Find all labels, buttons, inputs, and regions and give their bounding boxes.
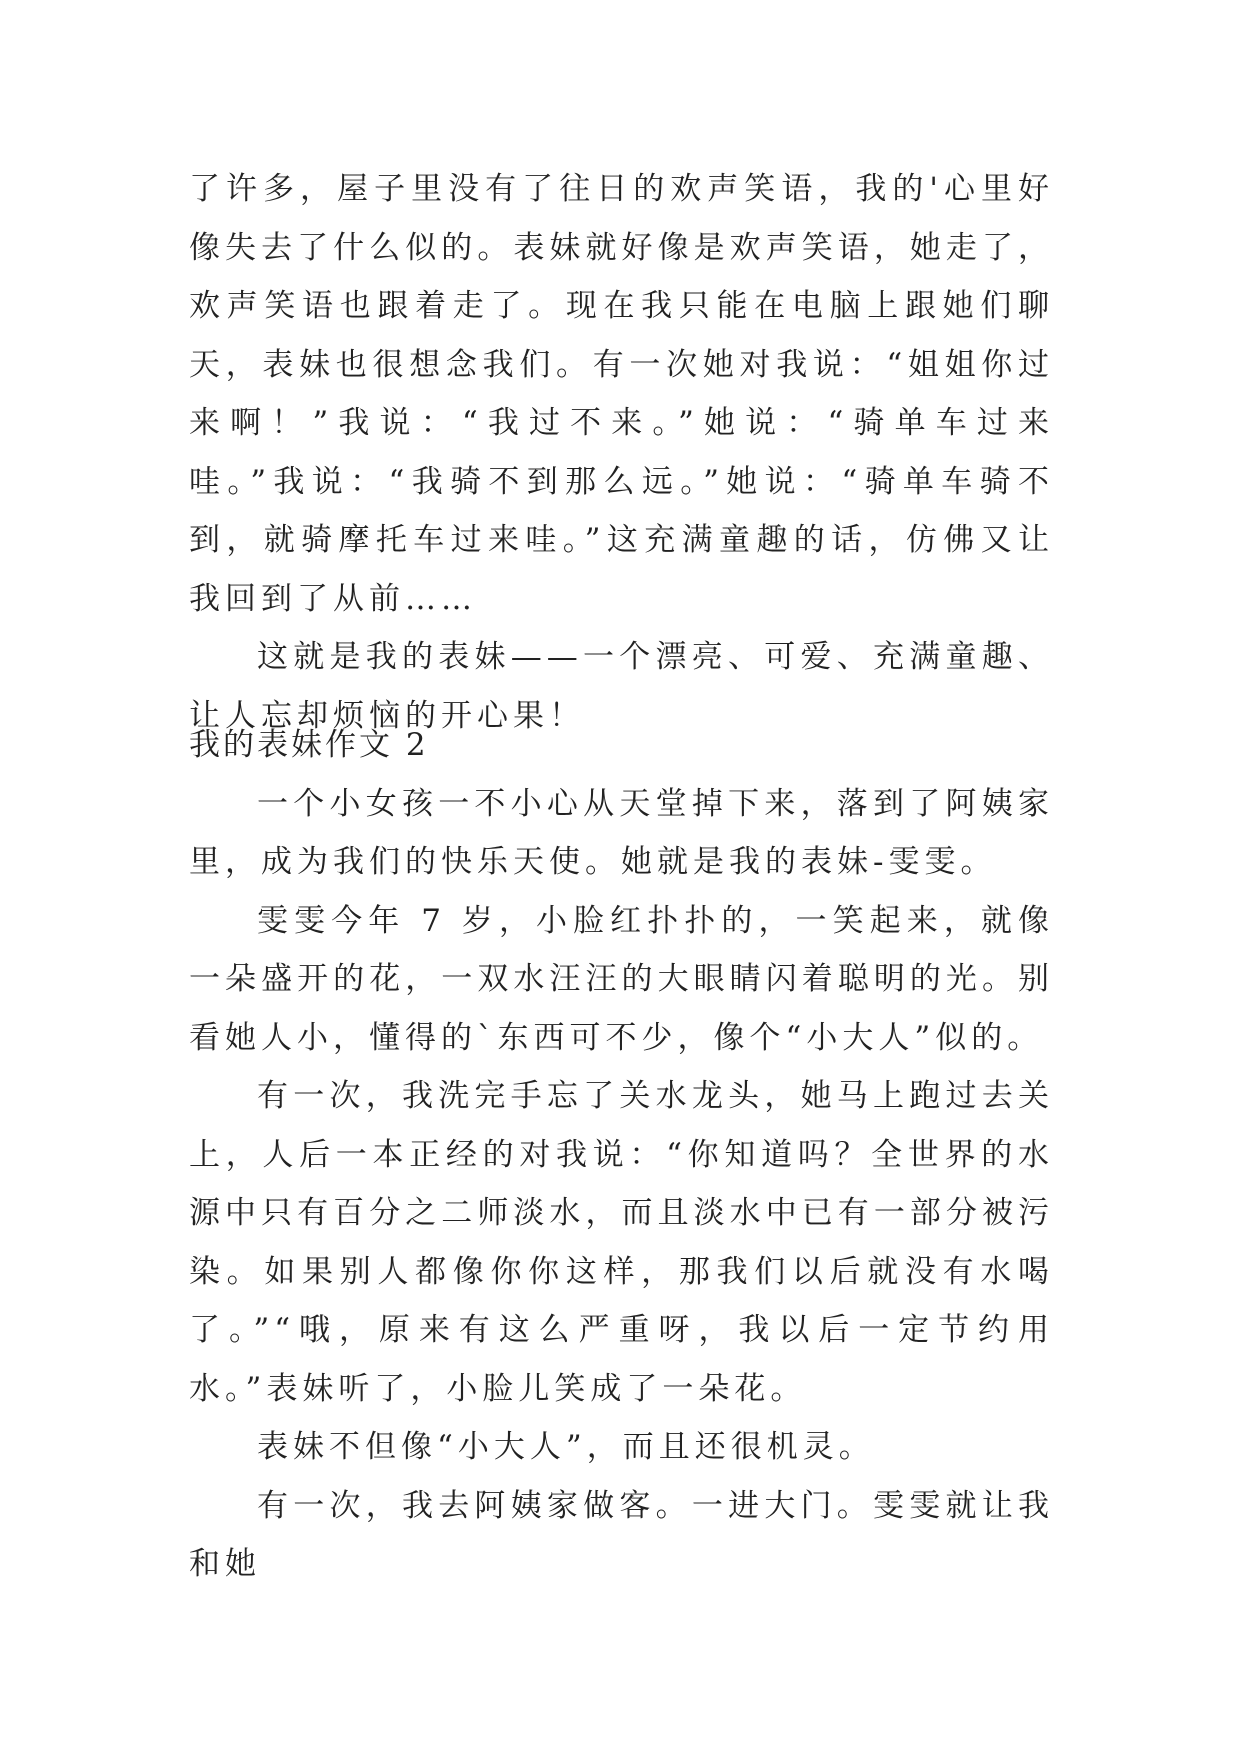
paragraph: 有一次，我去阿姨家做客。一进大门。雯雯就让我和她: [189, 1487, 1054, 1582]
paragraph: 了许多，屋子里没有了往日的欢声笑语，我的'心里好像失去了什么似的。表妹就好像是欢声笑语，她走了，欢声笑语也跟着走了。现在我只能在电脑上跟她们聊天，表妹也很想念我们。有一次她对我说：“姐姐你过来啊！”我说：“我过不来。”她说：“骑单车过来哇。”我说：“我骑不到那么远。”她说：“骑单车骑不到，就骑摩托车过来哇。”这充满童趣的话，仿佛又让我回到了从前……: [189, 171, 1054, 617]
paragraph: 一个小女孩一不小心从天堂掉下来，落到了阿姨家里，成为我们的快乐天使。她就是我的表妹-雯雯。: [189, 785, 1054, 880]
section-title: 我的表妹作文 2: [189, 727, 429, 763]
continuation-text: [189, 160, 1054, 745]
essay-section: [189, 716, 1054, 1594]
paragraph: 这就是我的表妹——一个漂亮、可爱、充满童趣、让人忘却烦恼的开心果！: [189, 639, 1054, 734]
paragraph: 雯雯今年 7 岁，小脸红扑扑的，一笑起来，就像一朵盛开的花，一双水汪汪的大眼睛闪着聪明的光。别看她人小，懂得的`东西可不少，像个“小大人”似的。: [189, 902, 1054, 1056]
paragraph: 有一次，我洗完手忘了关水龙头，她马上跑过去关上，人后一本正经的对我说：“你知道吗？全世界的水源中只有百分之二师淡水，而且淡水中已有一部分被污染。如果别人都像你你这样，那我们以后就没有水喝了。”“哦，原来有这么严重呀，我以后一定节约用水。”表妹听了，小脸儿笑成了一朵花。: [189, 1078, 1054, 1407]
paragraph: 表妹不但像“小大人”，而且还很机灵。: [257, 1429, 875, 1465]
